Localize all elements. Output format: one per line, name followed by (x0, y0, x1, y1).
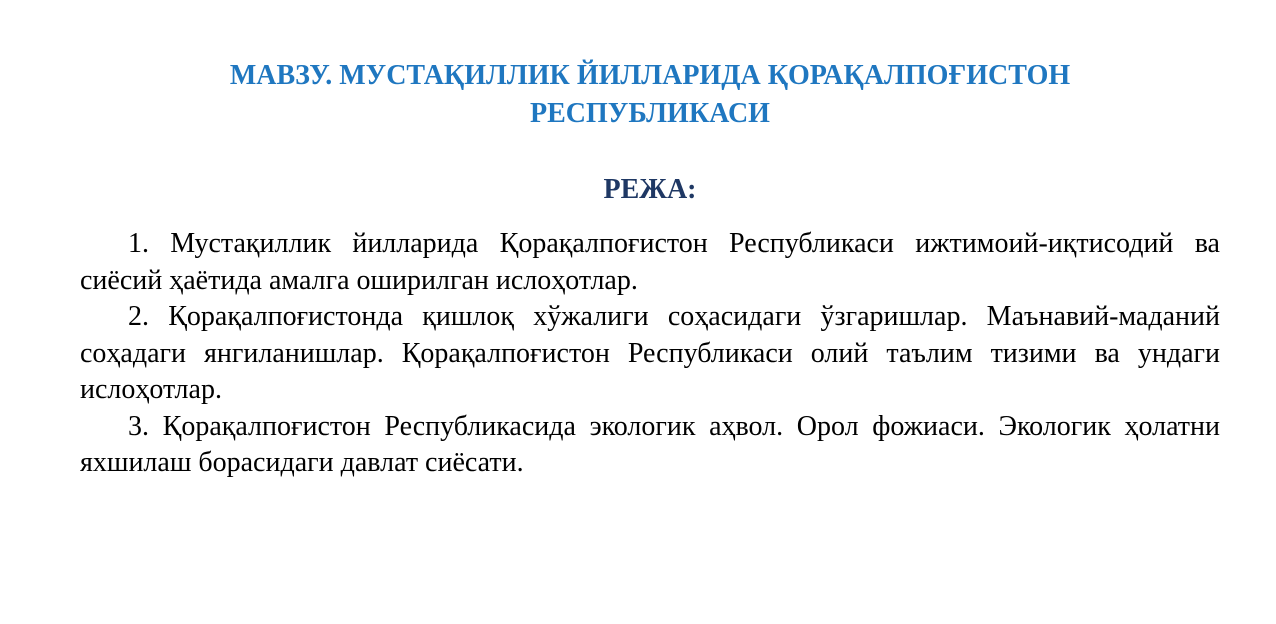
plan-item-1: 1. Мустақиллик йилларида Қорақалпоғистон Республикаси ижтимоий-иқтисодий ва сиёсий ҳаётида амалга оширилган ислоҳотлар. (80, 228, 1220, 296)
plan-item-2: 2. Қорақалпоғистонда қишлоқ хўжалиги соҳасидаги ўзгаришлар. Маънавий-маданий соҳадаги янгиланишлар. Қорақалпоғистон Республикаси олий таълим тизими ва ундаги ислоҳотлар. (80, 301, 1220, 405)
plan-item-3: 3. Қорақалпоғистон Республикасида экологик аҳвол. Орол фожиаси. Экологик ҳолатни яхшилаш борасидаги давлат сиёсати. (80, 410, 1220, 478)
plan-heading: РЕЖА: (603, 174, 697, 205)
slide-title-line-1: МАВЗУ. МУСТАҚИЛЛИК ЙИЛЛАРИДА ҚОРАҚАЛПОҒИСТОН (229, 60, 1071, 91)
slide-title-line-2: РЕСПУБЛИКАСИ (530, 98, 770, 129)
slide-title (80, 57, 1220, 133)
plan-list (80, 226, 1220, 482)
